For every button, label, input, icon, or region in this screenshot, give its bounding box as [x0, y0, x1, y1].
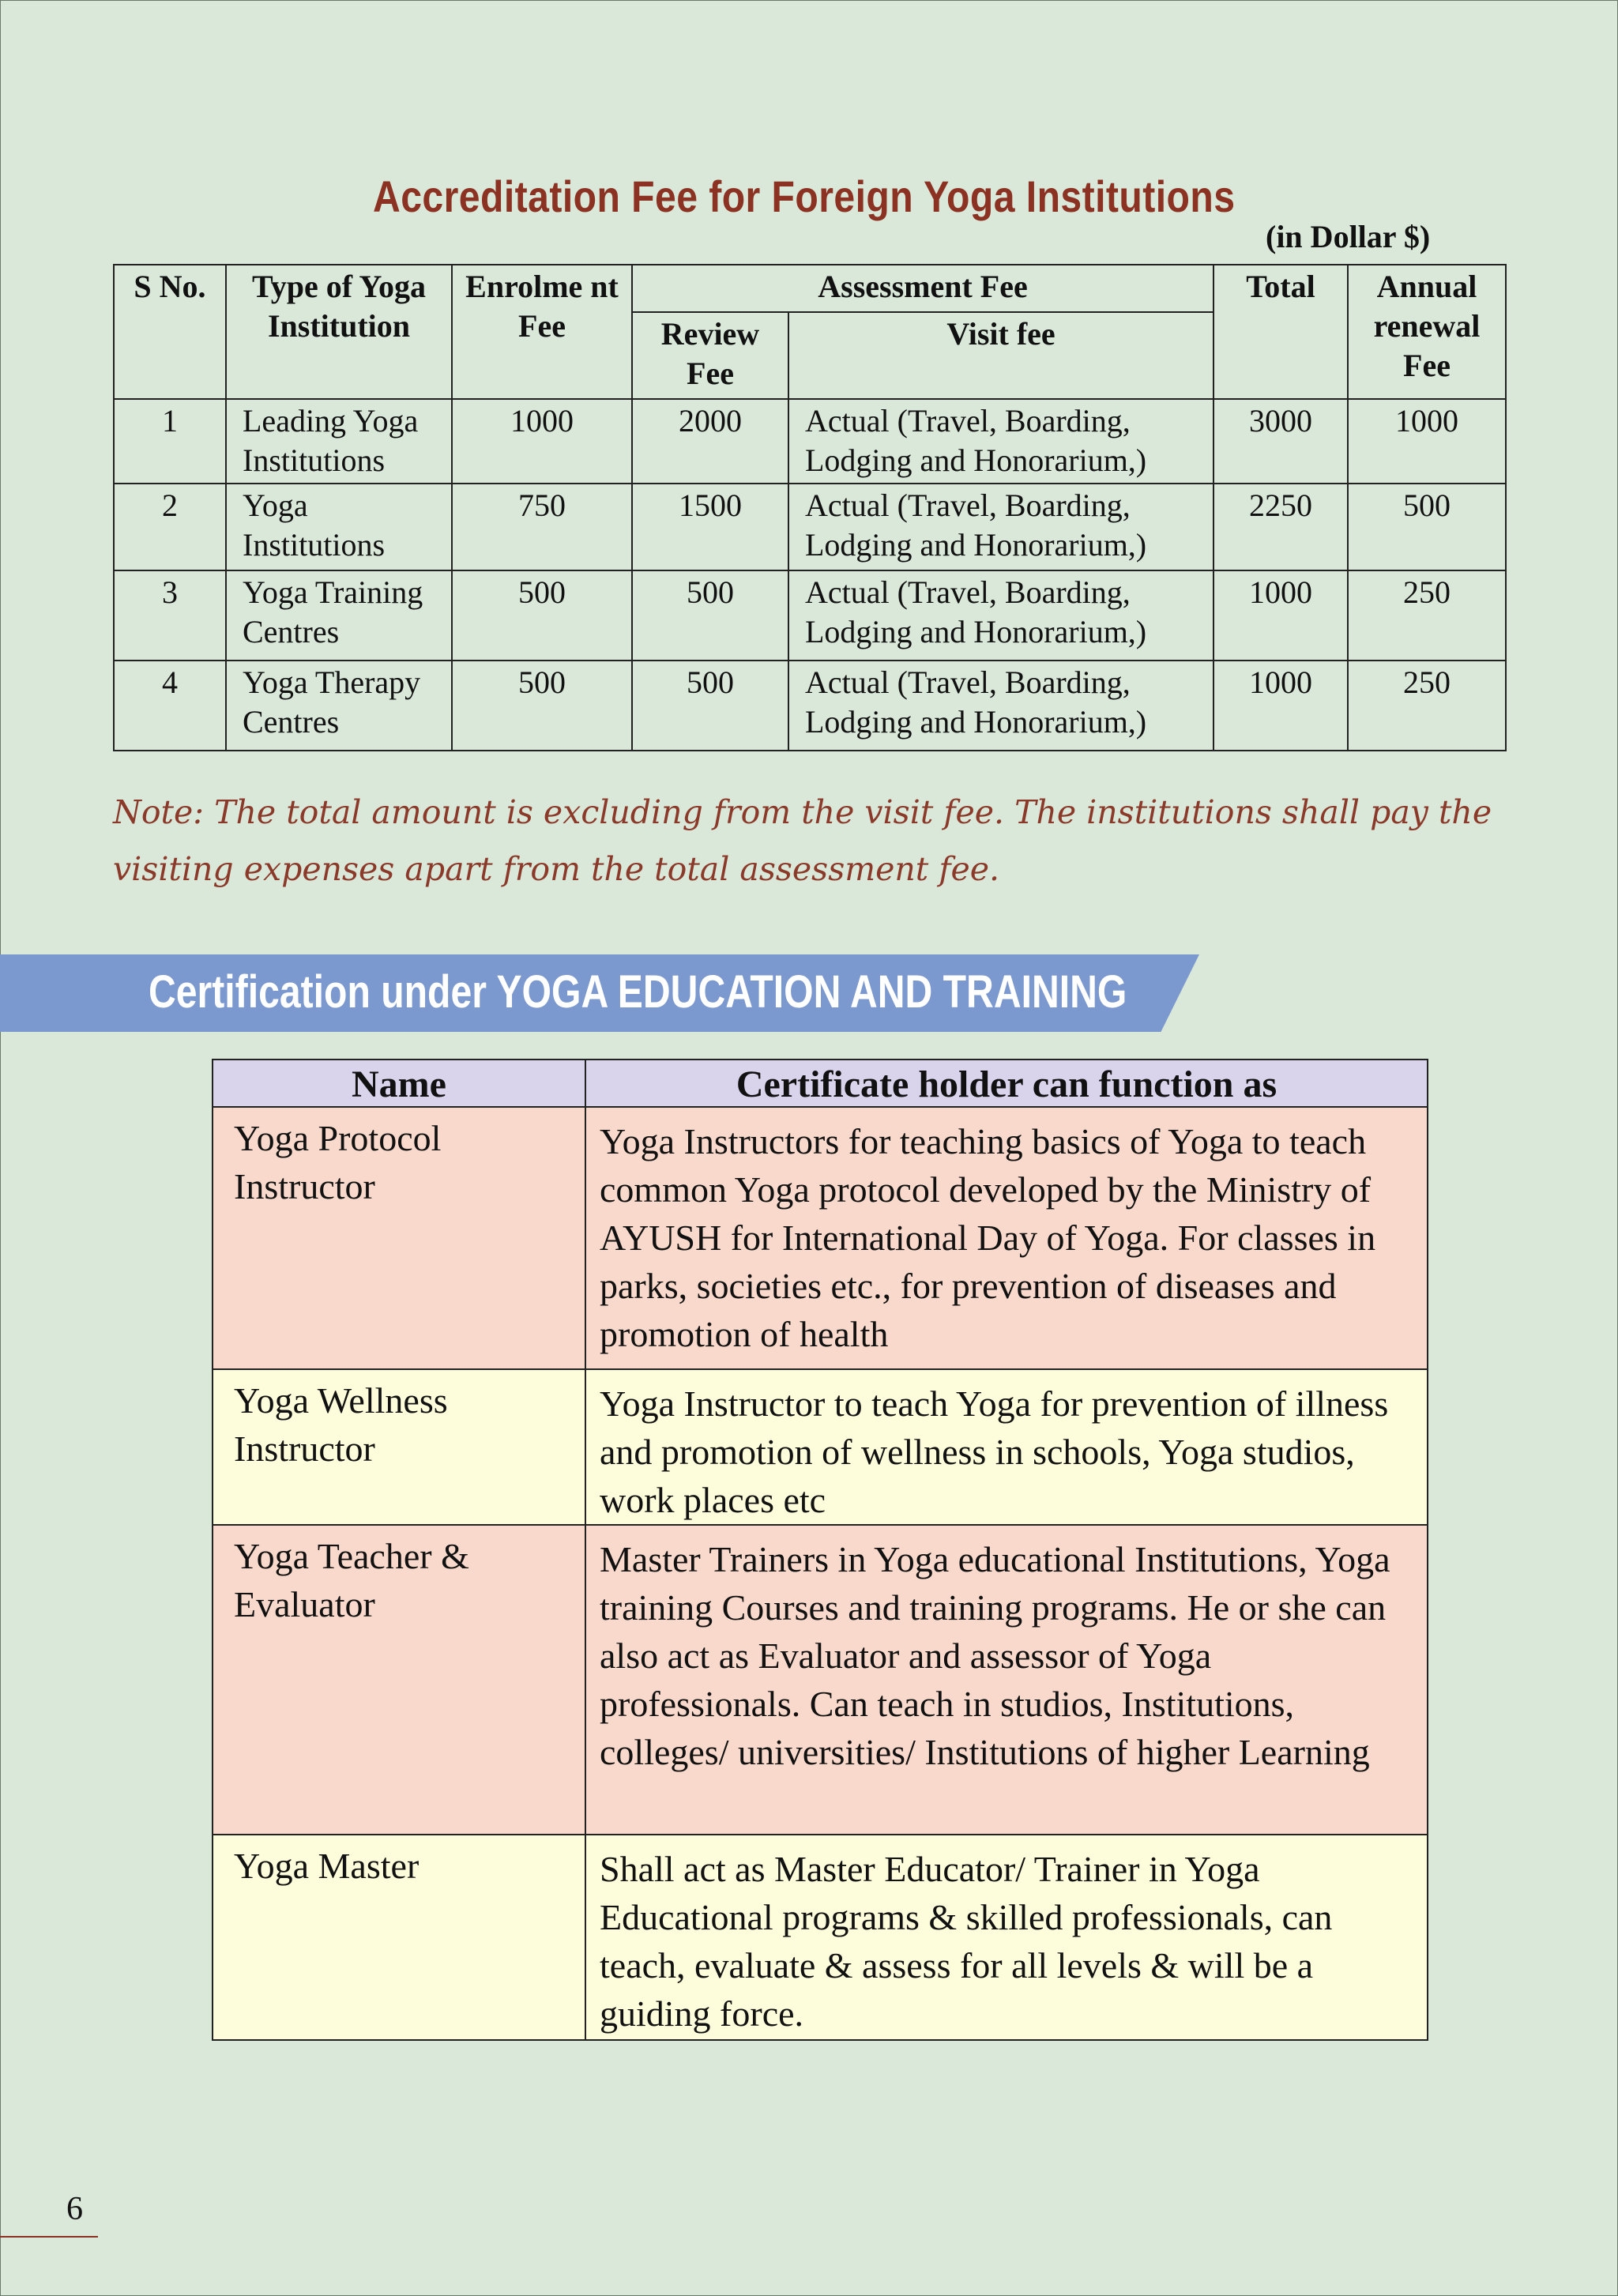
header-enrolment-fee: Enrolme nt Fee: [452, 265, 632, 399]
cell-renewal-fee: 250: [1348, 570, 1506, 661]
cert-function: Yoga Instructor to teach Yoga for prevention of illness and promotion of wellness in schools, Yoga studios, work places etc: [585, 1369, 1428, 1525]
certification-table: [212, 1059, 1428, 2041]
header-name: Name: [213, 1060, 585, 1107]
cell-visit-fee: Actual (Travel, Boarding, Lodging and Honorarium,): [788, 661, 1214, 751]
cell-review-fee: 500: [632, 661, 788, 751]
cell-enrolment-fee: 500: [452, 661, 632, 751]
accreditation-fee-table: [113, 264, 1507, 751]
table-row: [213, 1107, 1428, 1369]
cell-enrolment-fee: 500: [452, 570, 632, 661]
header-institution-type: Type of Yoga Institution: [226, 265, 452, 399]
table-row: [114, 570, 1506, 661]
header-function: Certificate holder can function as: [585, 1060, 1428, 1107]
cell-visit-fee: Actual (Travel, Boarding, Lodging and Honorarium,): [788, 399, 1214, 484]
cell-institution-type: Yoga Therapy Centres: [226, 661, 452, 751]
header-total: Total: [1214, 265, 1348, 399]
fee-note: Note: The total amount is excluding from the visit fee. The institutions shall pay the visiting expenses apart from the total assessment fee.: [113, 793, 1492, 888]
cell-visit-fee: Actual (Travel, Boarding, Lodging and Honorarium,): [788, 570, 1214, 661]
cell-sno: 1: [114, 399, 226, 484]
cell-total: 3000: [1214, 399, 1348, 484]
cell-enrolment-fee: 1000: [452, 399, 632, 484]
header-visit-fee: Visit fee: [788, 312, 1214, 399]
table-row: [213, 1369, 1428, 1525]
header-sno: S No.: [114, 265, 226, 399]
header-annual-renewal-fee: Annual renewal Fee: [1348, 265, 1506, 399]
table-row: [213, 1525, 1428, 1835]
table-row: [114, 484, 1506, 570]
header-review-fee: Review Fee: [632, 312, 788, 399]
table-row: [114, 399, 1506, 484]
table-row: [114, 661, 1506, 751]
cell-renewal-fee: 250: [1348, 661, 1506, 751]
cell-visit-fee: Actual (Travel, Boarding, Lodging and Honorarium,): [788, 484, 1214, 570]
table-row: [213, 1835, 1428, 2040]
cell-renewal-fee: 500: [1348, 484, 1506, 570]
cell-institution-type: Leading Yoga Institutions: [226, 399, 452, 484]
cell-review-fee: 1500: [632, 484, 788, 570]
cert-function: Master Trainers in Yoga educational Institutions, Yoga training Courses and training programs. He or she can also act as Evaluator and assessor of Yoga professionals. Can teach in studios, Institutions, colleges/ universities/ Institutions of higher Learning: [585, 1525, 1428, 1835]
cell-total: 1000: [1214, 661, 1348, 751]
cell-institution-type: Yoga Training Centres: [226, 570, 452, 661]
cell-total: 1000: [1214, 570, 1348, 661]
cell-review-fee: 500: [632, 570, 788, 661]
currency-unit-note: (in Dollar $): [1266, 219, 1431, 254]
cell-institution-type: Yoga Institutions: [226, 484, 452, 570]
cert-name: Yoga Teacher & Evaluator: [213, 1525, 585, 1835]
page-number: 6: [66, 2191, 83, 2227]
cert-name: Yoga Protocol Instructor: [213, 1107, 585, 1369]
cert-function: Shall act as Master Educator/ Trainer in Yoga Educational programs & skilled professionals, can teach, evaluate & assess for all levels & will be a guiding force.: [585, 1835, 1428, 2040]
cell-total: 2250: [1214, 484, 1348, 570]
cert-function: Yoga Instructors for teaching basics of Yoga to teach common Yoga protocol developed by the Ministry of AYUSH for International Day of Yoga. For classes in parks, societies etc., for prevention of diseases and promotion of health: [585, 1107, 1428, 1369]
fee-section-title: Accreditation Fee for Foreign Yoga Institutions: [373, 171, 1236, 221]
cert-name: Yoga Wellness Instructor: [213, 1369, 585, 1525]
cert-name: Yoga Master: [213, 1835, 585, 2040]
page-number-rule: [0, 2236, 98, 2238]
cell-review-fee: 2000: [632, 399, 788, 484]
cell-sno: 4: [114, 661, 226, 751]
section-banner-title: Certification under YOGA EDUCATION AND TRAINING: [149, 966, 1127, 1018]
header-assessment-fee: Assessment Fee: [632, 265, 1214, 312]
cell-enrolment-fee: 750: [452, 484, 632, 570]
cell-sno: 3: [114, 570, 226, 661]
cell-sno: 2: [114, 484, 226, 570]
cell-renewal-fee: 1000: [1348, 399, 1506, 484]
